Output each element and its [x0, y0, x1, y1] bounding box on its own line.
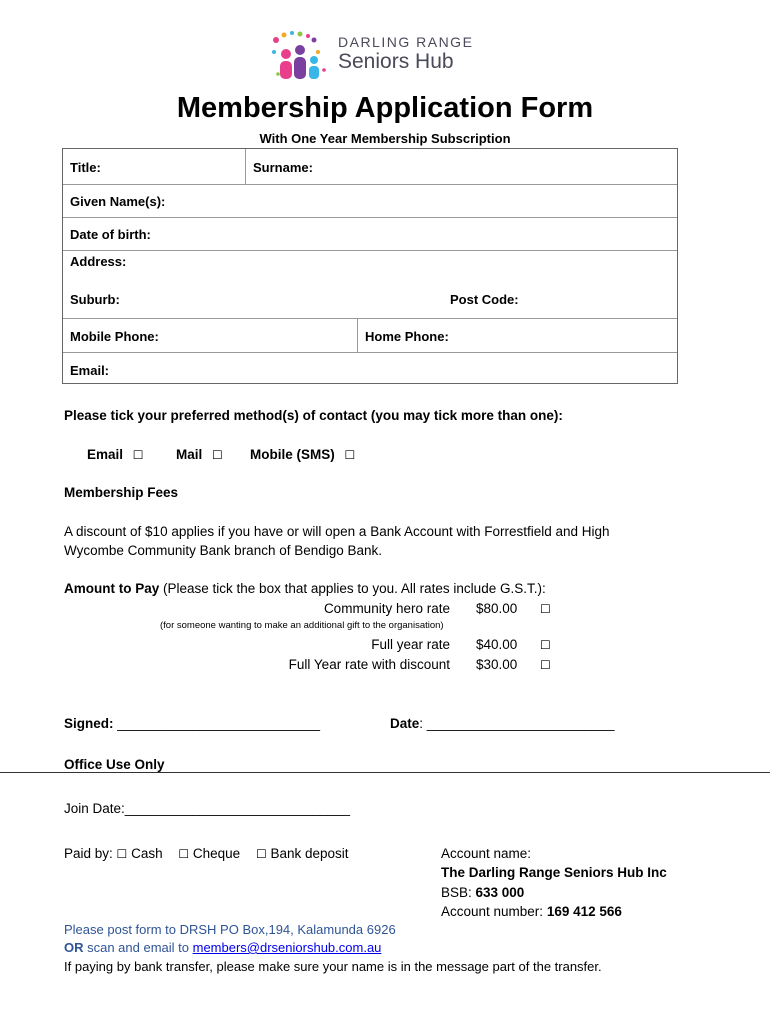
or-label: OR	[64, 940, 84, 955]
logo-line2: Seniors Hub	[338, 50, 454, 73]
mobile-phone-field[interactable]: Mobile Phone:	[70, 329, 159, 344]
office-divider	[0, 772, 770, 773]
form-title: Membership Application Form	[176, 92, 594, 124]
signed-line: ___________________________	[117, 716, 320, 731]
fees-heading: Membership Fees	[64, 485, 179, 500]
home-phone-field[interactable]: Home Phone:	[365, 329, 449, 344]
account-name-value: The Darling Range Seniors Hub Inc	[441, 865, 667, 880]
date-line: : _________________________	[419, 716, 615, 731]
date-label: Date	[390, 716, 420, 731]
transfer-note: If paying by bank transfer, please make sure your name is in the message part of the transfer.	[64, 959, 602, 974]
bsb-row	[441, 885, 524, 900]
checkbox-icon[interactable]: ☐	[540, 658, 551, 672]
paid-by-label: Paid by:	[64, 846, 113, 861]
scan-instructions	[64, 940, 381, 955]
post-instructions: Please post form to DRSH PO Box,194, Kalamunda 6926	[64, 922, 396, 937]
contact-option-sms[interactable]	[250, 447, 355, 462]
bsb-label: BSB:	[441, 885, 476, 900]
signed-label: Signed:	[64, 716, 114, 731]
amount-to-pay-note: (Please tick the box that applies to you. All rates include G.S.T.):	[159, 581, 546, 596]
contact-sms-label: Mobile (SMS)	[250, 447, 335, 462]
contact-email-label: Email	[87, 447, 124, 462]
checkbox-icon[interactable]: ☐	[132, 448, 144, 462]
date-field[interactable]	[390, 716, 614, 731]
surname-field[interactable]: Surname:	[253, 160, 313, 175]
scan-text: scan and email to	[83, 940, 193, 955]
email-link[interactable]: members@drseniorshub.com.au	[192, 940, 382, 955]
discount-text-line2: Wycombe Community Bank branch of Bendigo Bank.	[64, 543, 383, 558]
signed-field[interactable]	[64, 716, 320, 731]
account-name-label: Account name:	[441, 846, 532, 861]
contact-question: Please tick your preferred method(s) of contact (you may tick more than one):	[64, 408, 563, 423]
rate-price-full-year: $40.00	[476, 637, 518, 652]
logo-line1: DARLING RANGE	[338, 34, 474, 50]
title-field[interactable]: Title:	[70, 160, 101, 175]
amount-to-pay	[64, 581, 546, 596]
checkbox-icon[interactable]: ☐	[540, 602, 551, 616]
rate-price-discount: $30.00	[476, 657, 518, 672]
checkbox-icon[interactable]: ☐	[116, 847, 128, 861]
rate-name-discount: Full Year rate with discount	[288, 657, 450, 672]
rate-price-community-hero: $80.00	[476, 601, 518, 616]
amount-to-pay-label: Amount to Pay	[64, 581, 160, 596]
checkbox-icon[interactable]: ☐	[255, 847, 267, 861]
suburb-field[interactable]: Suburb:	[70, 292, 120, 307]
organisation-logo	[270, 30, 474, 86]
paid-bank-deposit-label: Bank deposit	[270, 846, 349, 861]
office-use-heading: Office Use Only	[64, 757, 165, 772]
address-field[interactable]: Address:	[70, 254, 127, 269]
email-field[interactable]: Email:	[70, 363, 110, 378]
checkbox-icon[interactable]: ☐	[344, 448, 356, 462]
account-number-label: Account number:	[441, 904, 547, 919]
post-code-field[interactable]: Post Code:	[450, 292, 519, 307]
paid-cash-label: Cash	[131, 846, 163, 861]
given-names-field[interactable]: Given Name(s):	[70, 194, 166, 209]
form-subtitle: With One Year Membership Subscription	[259, 131, 511, 146]
contact-option-mail[interactable]	[176, 447, 223, 462]
contact-option-email[interactable]	[87, 447, 144, 462]
checkbox-icon[interactable]: ☐	[540, 638, 551, 652]
details-table	[62, 148, 678, 384]
checkbox-icon[interactable]: ☐	[212, 448, 223, 462]
checkbox-icon[interactable]: ☐	[178, 847, 190, 861]
paid-by-row	[64, 846, 349, 861]
rate-note-community-hero: (for someone wanting to make an additional gift to the organisation)	[160, 620, 444, 631]
account-number-value: 169 412 566	[546, 904, 622, 919]
date-of-birth-field[interactable]: Date of birth:	[70, 227, 151, 242]
rate-name-community-hero: Community hero rate	[323, 601, 450, 616]
logo-figures-icon	[270, 30, 334, 86]
account-number-row	[441, 904, 622, 919]
bsb-value: 633 000	[475, 885, 525, 900]
contact-mail-label: Mail	[176, 447, 203, 462]
paid-cheque-label: Cheque	[192, 846, 241, 861]
rate-name-full-year: Full year rate	[371, 637, 450, 652]
join-date-field[interactable]: Join Date:______________________________	[64, 801, 351, 816]
discount-text-line1: A discount of $10 applies if you have or will open a Bank Account with Forrestfield and High	[64, 524, 610, 539]
